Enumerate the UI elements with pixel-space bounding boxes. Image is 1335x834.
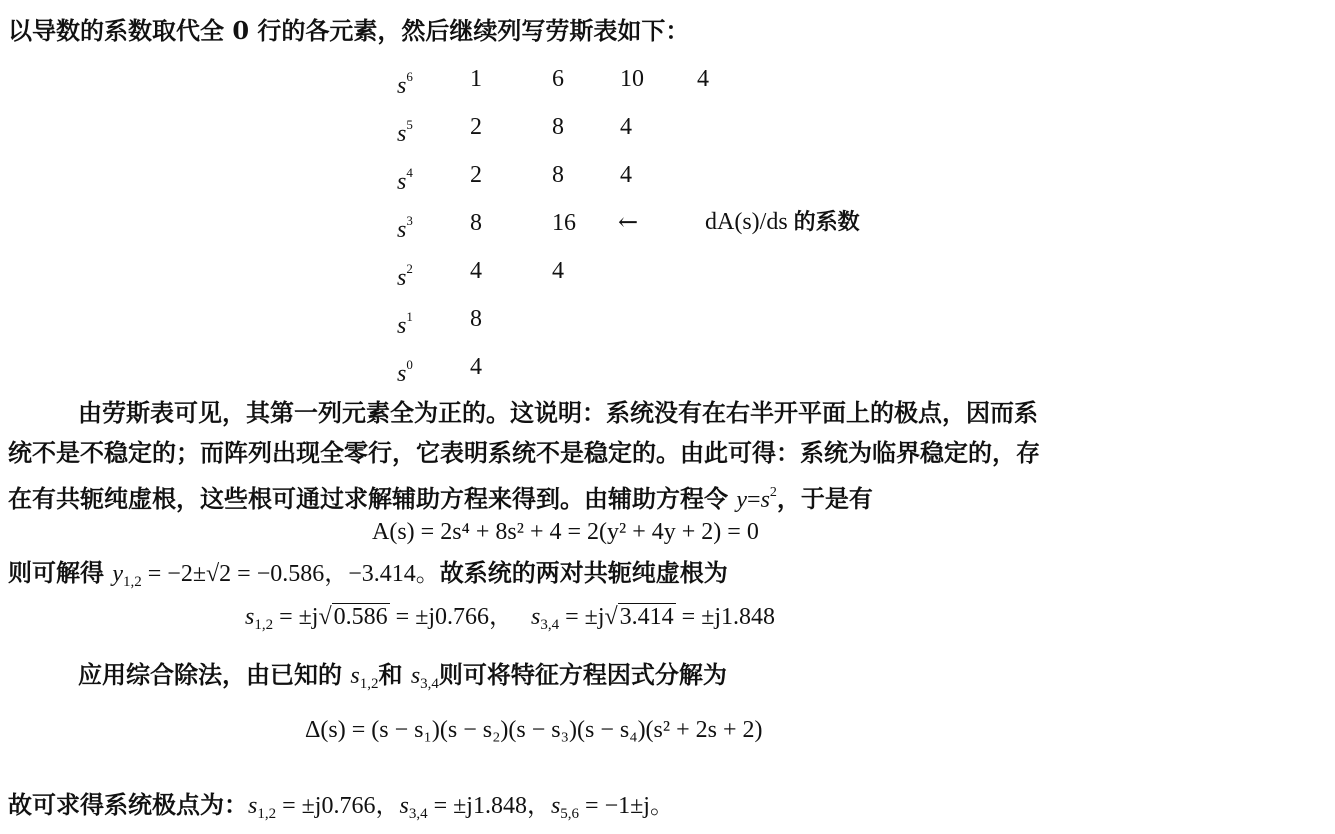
para1-line3-end: ，于是有: [776, 484, 873, 513]
routh-cell: 6: [552, 66, 564, 92]
routh-cell: 8: [470, 306, 482, 332]
conclusion: 故可求得系统极点为：$s_{1,2} = \pm j0.766$，$s_{3,4} = \pm j1.848$，$s_{5,6} = -1\pm j$。: [8, 790, 674, 822]
routh-cell: 4: [620, 114, 632, 140]
routh-row-label: $s^1$: [397, 309, 413, 339]
routh-row-label: $s^6$: [397, 69, 413, 99]
aux-equation: A(s) = 2s⁴ + 8s² + 4 = 2(y² + 4y + 2) = 0: [372, 519, 759, 545]
imag-roots-equation: $s_{1,2} = \pm j√0.586 = \pm j0.766$， $s_{3,4} = \pm j√3.414 = \pm j1.848$: [245, 604, 776, 633]
conclusion-prefix: 故可求得系统极点为：: [8, 790, 248, 819]
y-symbol: $y_{1,2}$: [112, 561, 142, 590]
substitution: $y=s^2$: [736, 485, 777, 513]
solve-values: = −2±√2 = −0.586，−3.414。: [141, 561, 440, 587]
annotation-label: 的系数: [793, 209, 860, 235]
solve-suffix: 故系统的两对共轭纯虚根为: [439, 558, 728, 587]
para2-mid: 和: [378, 660, 411, 689]
routh-cell: 4: [470, 354, 482, 380]
root-b: ±j1.848: [701, 604, 776, 630]
routh-cell: 4: [470, 258, 482, 284]
routh-row-label: $s^5$: [397, 117, 413, 147]
para2-suffix: 则可将特征方程因式分解为: [438, 660, 727, 689]
routh-row-label: $s^2$: [397, 261, 413, 291]
routh-cell: 4: [697, 66, 709, 92]
para2-prefix: 应用综合除法，由已知的: [78, 660, 351, 689]
pole-1: = ±j0.766，: [276, 793, 400, 819]
para1-line2: 统不是不稳定的；而阵列出现全零行，它表明系统不是稳定的。由此可得：系统为临界稳定的，存: [8, 438, 1040, 467]
routh-cell: 4: [552, 258, 564, 284]
routh-row-label: $s^3$: [397, 213, 413, 243]
routh-row-label: $s^4$: [397, 165, 413, 195]
para1-line3: [8, 478, 873, 515]
routh-cell: 1: [470, 66, 482, 92]
pole-3: = −1±j。: [579, 793, 674, 819]
routh-row-label: $s^0$: [397, 357, 413, 387]
sqrt-b: 3.414: [619, 604, 674, 630]
solve-line: [8, 558, 728, 597]
para2: 应用综合除法，由已知的 $s_{1,2}$和 $s_{3,4}$则可将特征方程因式分解为: [78, 660, 727, 692]
annotation-arrow: ←: [618, 208, 639, 236]
routh-cell: 8: [470, 210, 482, 236]
routh-cell: 4: [620, 162, 632, 188]
annotation-derivative: dA(s)/ds: [705, 209, 788, 235]
factored-equation: Δ(s) = (s − s₁)(s − s₂)(s − s₃)(s − s₄)(s² + 2s + 2): [305, 717, 763, 743]
pole-2: = ±j1.848，: [427, 793, 551, 819]
intro-text: 以导数的系数取代全 0 行的各元素，然后继续列写劳斯表如下：: [8, 16, 690, 45]
root-a: ±j0.766: [415, 604, 490, 630]
routh-cell: 2: [470, 162, 482, 188]
routh-cell: 8: [552, 114, 564, 140]
para1-line3-text: 在有共轭纯虚根，这些根可通过求解辅助方程来得到。由辅助方程令: [8, 484, 737, 513]
routh-cell: 10: [620, 66, 644, 92]
routh-cell: 8: [552, 162, 564, 188]
sqrt-a: 0.586: [333, 604, 388, 630]
annotation-expr: [705, 207, 860, 237]
routh-cell: 16: [552, 210, 576, 236]
para1-line1: 由劳斯表可见，其第一列元素全为正的。这说明：系统没有在右半开平面上的极点，因而系: [78, 398, 1038, 427]
solve-prefix: 则可解得: [8, 558, 113, 587]
routh-cell: 2: [470, 114, 482, 140]
